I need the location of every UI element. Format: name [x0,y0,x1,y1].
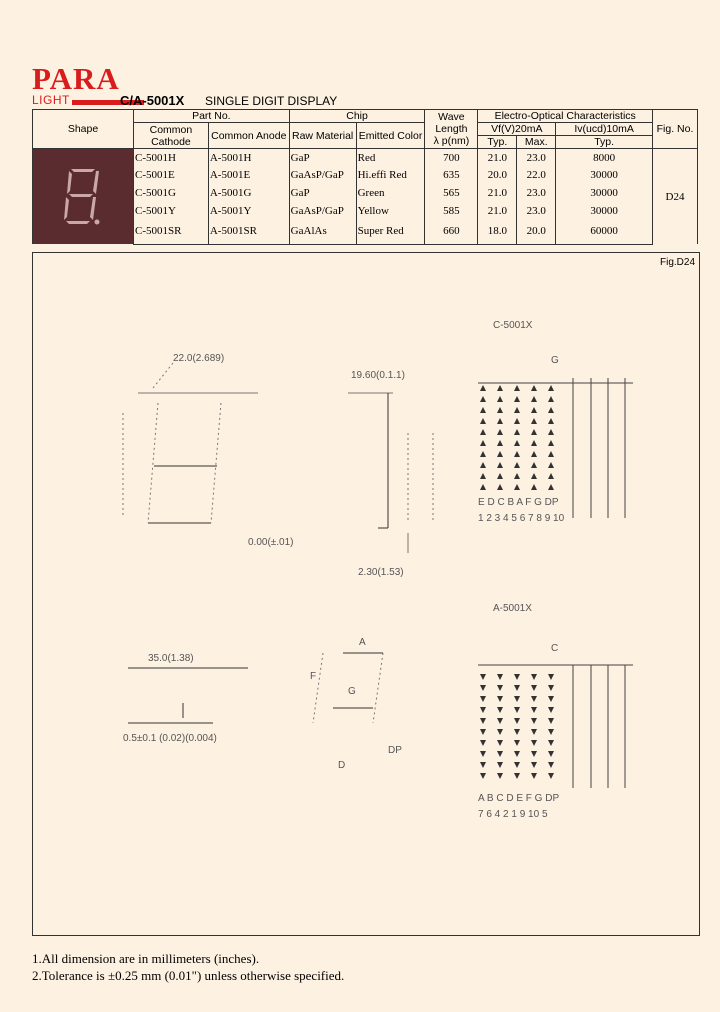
th-wave-2: Length [435,123,468,135]
cell-vf-typ: 21.0 [478,202,517,220]
diode-mark [480,751,486,757]
diode-mark [480,674,486,680]
seg-label-f: F [310,671,317,682]
cell-raw: GaP [289,149,356,167]
th-wave-1: Wave [438,111,465,123]
diode-mark [514,451,520,457]
diode-mark [548,407,554,413]
diode-mark [497,685,503,691]
diode-mark [480,440,486,446]
cell-vf-max: 23.0 [517,184,556,202]
th-common-cathode: Common Cathode [134,123,209,149]
cell-raw: GaAlAs [289,219,356,244]
diode-mark [514,685,520,691]
dim-pin: 0.5±0.1 (0.02)(0.004) [123,733,217,744]
seg-label-g: G [348,686,356,697]
diode-mark [531,418,537,424]
cell-fig: D24 [653,149,698,245]
diode-mark [531,773,537,779]
diode-mark [514,396,520,402]
cell-iv: 8000 [556,149,653,167]
cell-cc: C-5001SR [134,219,209,244]
diode-mark [514,407,520,413]
circuit-anode-common: C [551,643,559,654]
diode-mark [514,462,520,468]
diode-mark [480,696,486,702]
th-wave [425,110,478,149]
circuit-cathode-pins: E D C B A F G DP [478,497,559,508]
circuit-anode-title: A-5001X [493,603,532,614]
diode-mark [548,396,554,402]
circuit-cathode-common: G [551,355,559,366]
diode-mark [531,429,537,435]
diode-mark [531,674,537,680]
diode-mark [497,440,503,446]
cell-ca: A-5001H [208,149,289,167]
brand-sub: LIGHT [32,93,70,107]
diode-mark [514,740,520,746]
diode-mark [531,484,537,490]
diode-mark [531,407,537,413]
cell-color: Super Red [356,219,425,244]
cell-ca: A-5001SR [208,219,289,244]
dim-bottom-width: 35.0(1.38) [148,653,194,664]
diode-mark [480,685,486,691]
diode-mark [514,385,520,391]
diode-mark [480,385,486,391]
diode-mark [548,484,554,490]
diode-mark [531,729,537,735]
diode-mark [548,440,554,446]
cell-raw: GaAsP/GaP [289,202,356,220]
diode-mark [548,462,554,468]
diode-mark [497,762,503,768]
seg-label-a: A [359,637,366,648]
diode-mark [480,418,486,424]
cell-cc: C-5001H [134,149,209,167]
cell-cc: C-5001Y [134,202,209,220]
diode-mark [514,429,520,435]
th-eo: Electro-Optical Characteristics [478,110,653,123]
diode-mark [548,418,554,424]
th-vf-max: Max. [517,136,556,149]
diode-mark [548,718,554,724]
cell-color: Hi.effi Red [356,167,425,185]
cell-vf-max: 23.0 [517,202,556,220]
diode-mark [497,429,503,435]
cell-iv: 60000 [556,219,653,244]
seven-segment-icon [33,149,133,241]
th-raw-material: Raw Material [289,123,356,149]
diode-mark [497,674,503,680]
cell-color: Green [356,184,425,202]
circuit-anode-pins: A B C D E F G DP [478,793,560,804]
cell-ca: A-5001Y [208,202,289,220]
diode-mark [531,451,537,457]
fig-label: Fig.D24 [659,257,695,268]
diode-mark [480,429,486,435]
th-part-no: Part No. [134,110,290,123]
diode-mark [531,696,537,702]
diode-mark [531,762,537,768]
diode-mark [514,418,520,424]
cell-wave: 565 [425,184,478,202]
th-chip: Chip [289,110,425,123]
cell-wave: 635 [425,167,478,185]
cell-vf-typ: 18.0 [478,219,517,244]
diode-mark [497,718,503,724]
diode-mark [497,451,503,457]
diode-mark [514,440,520,446]
diode-mark [514,707,520,713]
note-2: 2.Tolerance is ±0.25 mm (0.01") unless otherwise specified. [32,968,345,983]
diode-mark [497,773,503,779]
diode-mark [548,762,554,768]
circuit-cathode-title: C-5001X [493,320,533,331]
diode-mark [497,740,503,746]
cell-iv: 30000 [556,167,653,185]
diode-mark [480,396,486,402]
seg-label-d: D [338,760,346,771]
cell-raw: GaAsP/GaP [289,167,356,185]
note-1: 1.All dimension are in millimeters (inches). [32,951,260,966]
diode-mark [497,729,503,735]
diode-mark [480,484,486,490]
diode-mark [480,707,486,713]
seg-label-dp: DP [388,745,402,756]
diode-mark [480,407,486,413]
diode-mark [548,696,554,702]
spec-table [32,109,698,245]
diode-mark [548,751,554,757]
diode-mark [531,396,537,402]
cell-vf-max: 23.0 [517,149,556,167]
th-common-anode: Common Anode [208,123,289,149]
circuit-anode-nums: 7 6 4 2 1 9 10 5 [478,809,548,820]
diode-mark [548,773,554,779]
diode-mark [497,385,503,391]
diode-mark [514,484,520,490]
diode-mark [548,473,554,479]
dim-pitch: 2.30(1.53) [358,567,404,578]
diode-mark [514,762,520,768]
cell-vf-typ: 21.0 [478,184,517,202]
diode-mark [548,729,554,735]
diode-mark [497,473,503,479]
dim-tol: 0.00(±.01) [248,537,294,548]
diode-mark [514,773,520,779]
cell-color: Red [356,149,425,167]
circuit-cathode-nums: 1 2 3 4 5 6 7 8 9 10 [478,513,565,524]
cell-vf-typ: 21.0 [478,149,517,167]
diode-mark [531,385,537,391]
cell-vf-max: 20.0 [517,219,556,244]
diode-mark [480,773,486,779]
cell-wave: 660 [425,219,478,244]
brand-logo [32,61,120,107]
diode-mark [514,473,520,479]
cell-vf-typ: 20.0 [478,167,517,185]
diode-mark [480,451,486,457]
diode-mark [497,484,503,490]
diode-mark [531,440,537,446]
diode-mark [514,674,520,680]
diode-mark [531,718,537,724]
mechanical-drawing [32,252,700,936]
diode-mark [548,451,554,457]
diode-mark [531,707,537,713]
th-vf-typ: Typ. [478,136,517,149]
diode-mark [531,685,537,691]
cell-iv: 30000 [556,202,653,220]
diode-mark [497,751,503,757]
cell-cc: C-5001G [134,184,209,202]
shape-image [33,149,134,245]
diode-mark [531,462,537,468]
diode-mark [548,429,554,435]
th-iv: Iv(ucd)10mA [556,123,653,136]
diode-mark [548,740,554,746]
cell-ca: A-5001E [208,167,289,185]
diode-mark [497,396,503,402]
diode-mark [548,707,554,713]
diode-mark [531,740,537,746]
diode-mark [480,462,486,468]
diode-mark [497,462,503,468]
th-iv-typ: Typ. [556,136,653,149]
diode-mark [497,418,503,424]
diode-mark [548,674,554,680]
th-emitted-color: Emitted Color [356,123,425,149]
diode-mark [514,718,520,724]
diode-mark [514,696,520,702]
diode-mark [480,762,486,768]
diode-mark [480,740,486,746]
dim-width: 22.0(2.689) [173,353,225,364]
cell-wave: 585 [425,202,478,220]
cell-cc: C-5001E [134,167,209,185]
diode-mark [531,751,537,757]
diode-mark [514,751,520,757]
diode-mark [480,718,486,724]
th-shape: Shape [33,110,134,149]
cell-wave: 700 [425,149,478,167]
diode-mark [497,707,503,713]
diode-mark [514,729,520,735]
diode-mark [531,473,537,479]
brand-name: PARA [32,61,120,96]
th-wave-3: λ p(nm) [433,135,470,147]
drawing-svg [33,253,699,935]
cell-vf-max: 22.0 [517,167,556,185]
diode-mark [497,696,503,702]
th-fig-no: Fig. No. [653,110,698,149]
cell-iv: 30000 [556,184,653,202]
cell-color: Yellow [356,202,425,220]
diode-mark [548,685,554,691]
model-title: C/A-5001X [120,93,185,108]
dim-depth: 19.60(0.1.1) [351,370,405,381]
cell-ca: A-5001G [208,184,289,202]
notes [32,950,344,984]
cell-raw: GaP [289,184,356,202]
diode-mark [480,729,486,735]
diode-mark [497,407,503,413]
page-subtitle: SINGLE DIGIT DISPLAY [205,94,338,108]
diode-mark [480,473,486,479]
diode-mark [548,385,554,391]
th-vf: Vf(V)20mA [478,123,556,136]
